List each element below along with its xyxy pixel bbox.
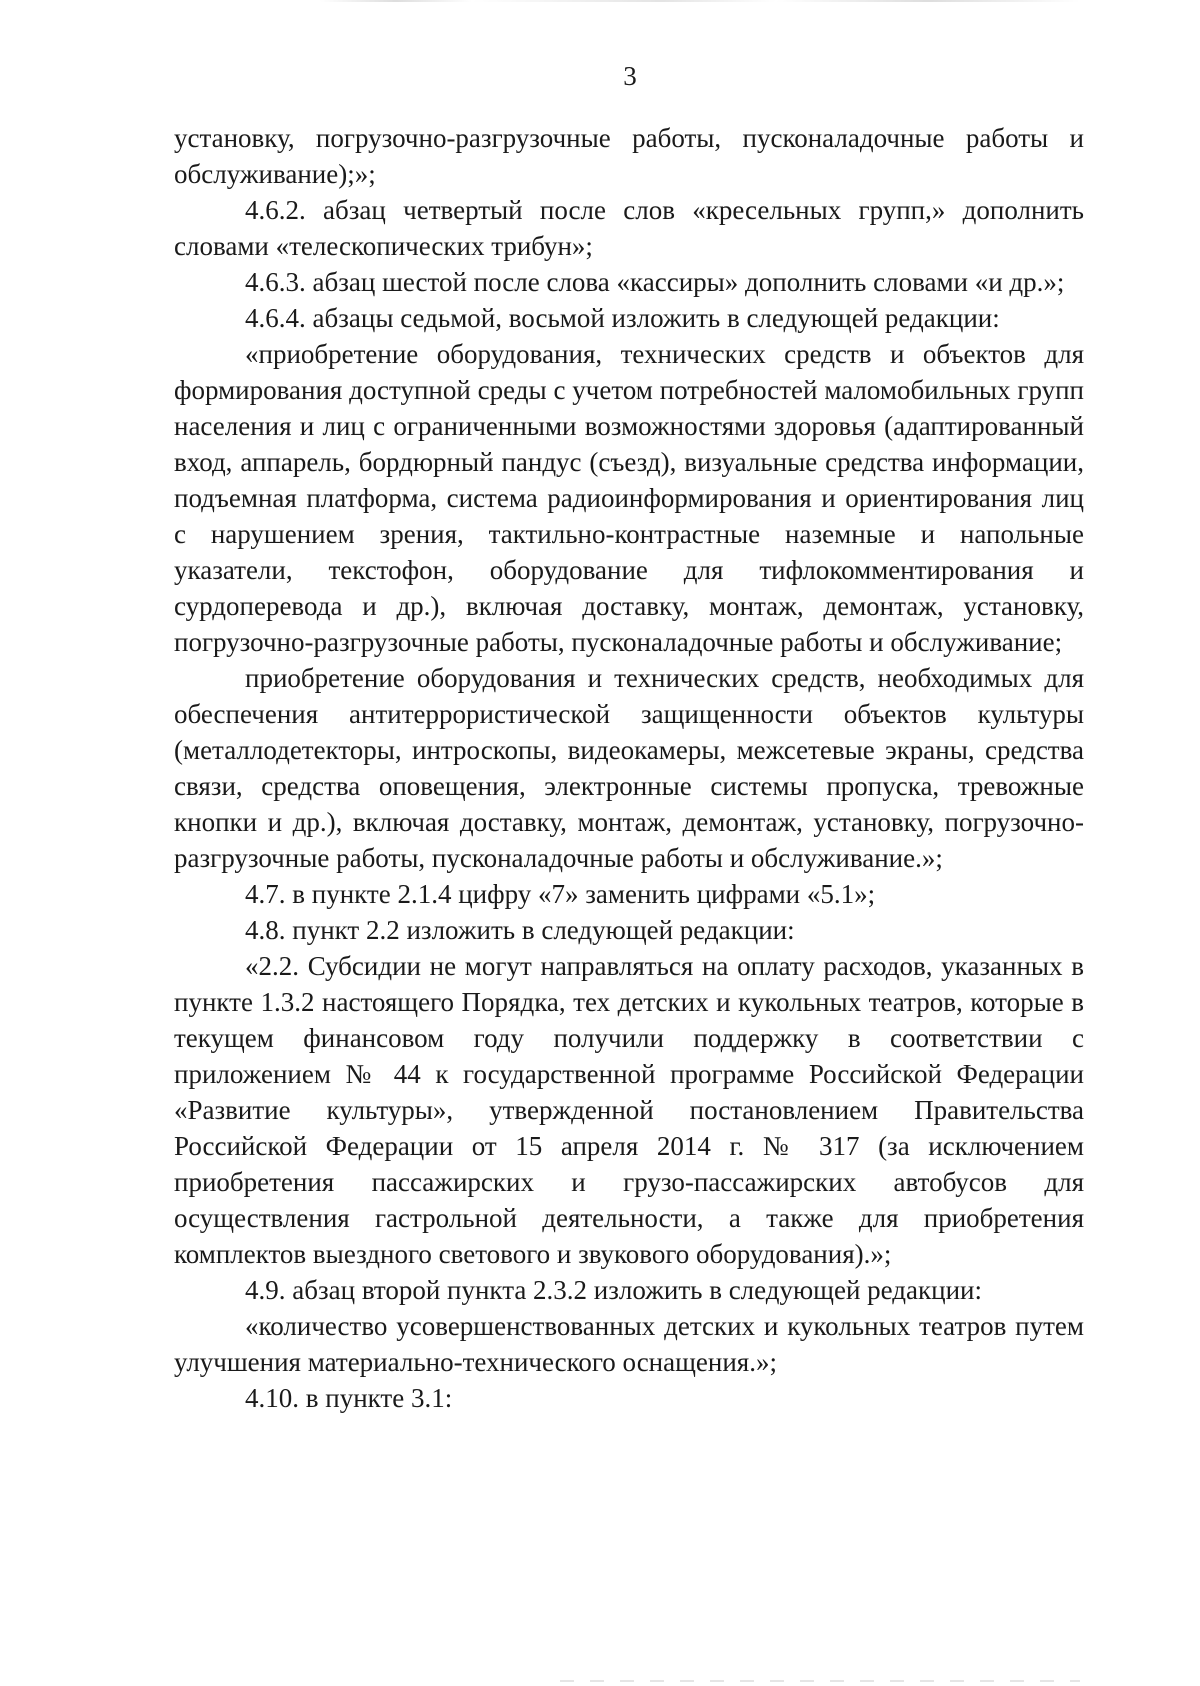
paragraph: 4.8. пункт 2.2 изложить в следующей редакции: bbox=[245, 915, 795, 945]
paragraph: 4.6.3. абзац шестой после слова «кассиры» дополнить словами «и др.»; bbox=[245, 267, 1065, 297]
paragraph: 4.7. в пункте 2.1.4 цифру «7» заменить цифрами «5.1»; bbox=[245, 879, 876, 909]
paragraph: «2.2. Субсидии не могут направляться на оплату расходов, указанных в пункте 1.3.2 настоящего Порядка, тех детских и кукольных театров, которые в текущем финансовом году получили поддержку в соответствии с приложением № 44 к государственной программе Российской Федерации «Развитие культуры», утвержденной постановлением Правительства Российской Федерации от 15 апреля 2014 г. № 317 (за исключением приобретения пассажирских и грузо-пассажирских автобусов для осуществления гастрольной деятельности, а также для приобретения комплектов выездного светового и звукового оборудования).»; bbox=[174, 951, 1084, 1269]
paragraph: 4.10. в пункте 3.1: bbox=[245, 1383, 453, 1413]
paragraph: установку, погрузочно-разгрузочные работы, пусконаладочные работы и обслуживание);»; bbox=[174, 123, 1084, 189]
paragraph: «приобретение оборудования, технических средств и объектов для формирования доступной среды с учетом потребностей маломобильных групп населения и лиц с ограниченными возможностями здоровья (адаптированный вход, аппарель, бордюрный пандус (съезд), визуальные средства информации, подъемная платформа, система радиоинформирования и ориентирования лиц с нарушением зрения, тактильно-контрастные наземные и напольные указатели, текстофон, оборудование для тифлокомментирования и сурдоперевода и др.), включая доставку, монтаж, демонтаж, установку, погрузочно-разгрузочные работы, пусконаладочные работы и обслуживание; bbox=[174, 339, 1084, 657]
scan-edge-mark-bottom bbox=[560, 1680, 1080, 1682]
paragraph: 4.6.2. абзац четвертый после слов «кресельных групп,» дополнить словами «телескопических трибун»; bbox=[174, 195, 1084, 261]
scan-edge-mark-top bbox=[320, 0, 1080, 2]
paragraph: приобретение оборудования и технических средств, необходимых для обеспечения антитеррористической защищенности объектов культуры (металлодетекторы, интроскопы, видеокамеры, межсетевые экраны, средства связи, средства оповещения, электронные системы пропуска, тревожные кнопки и др.), включая доставку, монтаж, демонтаж, установку, погрузочно-разгрузочные работы, пусконаладочные работы и обслуживание.»; bbox=[174, 663, 1084, 873]
document-body bbox=[174, 120, 1084, 1416]
page-number: 3 bbox=[623, 61, 637, 91]
paragraph: 4.9. абзац второй пункта 2.3.2 изложить в следующей редакции: bbox=[245, 1275, 982, 1305]
paragraph: «количество усовершенствованных детских и кукольных театров путем улучшения материально-технического оснащения.»; bbox=[174, 1311, 1084, 1377]
paragraph: 4.6.4. абзацы седьмой, восьмой изложить в следующей редакции: bbox=[245, 303, 1000, 333]
